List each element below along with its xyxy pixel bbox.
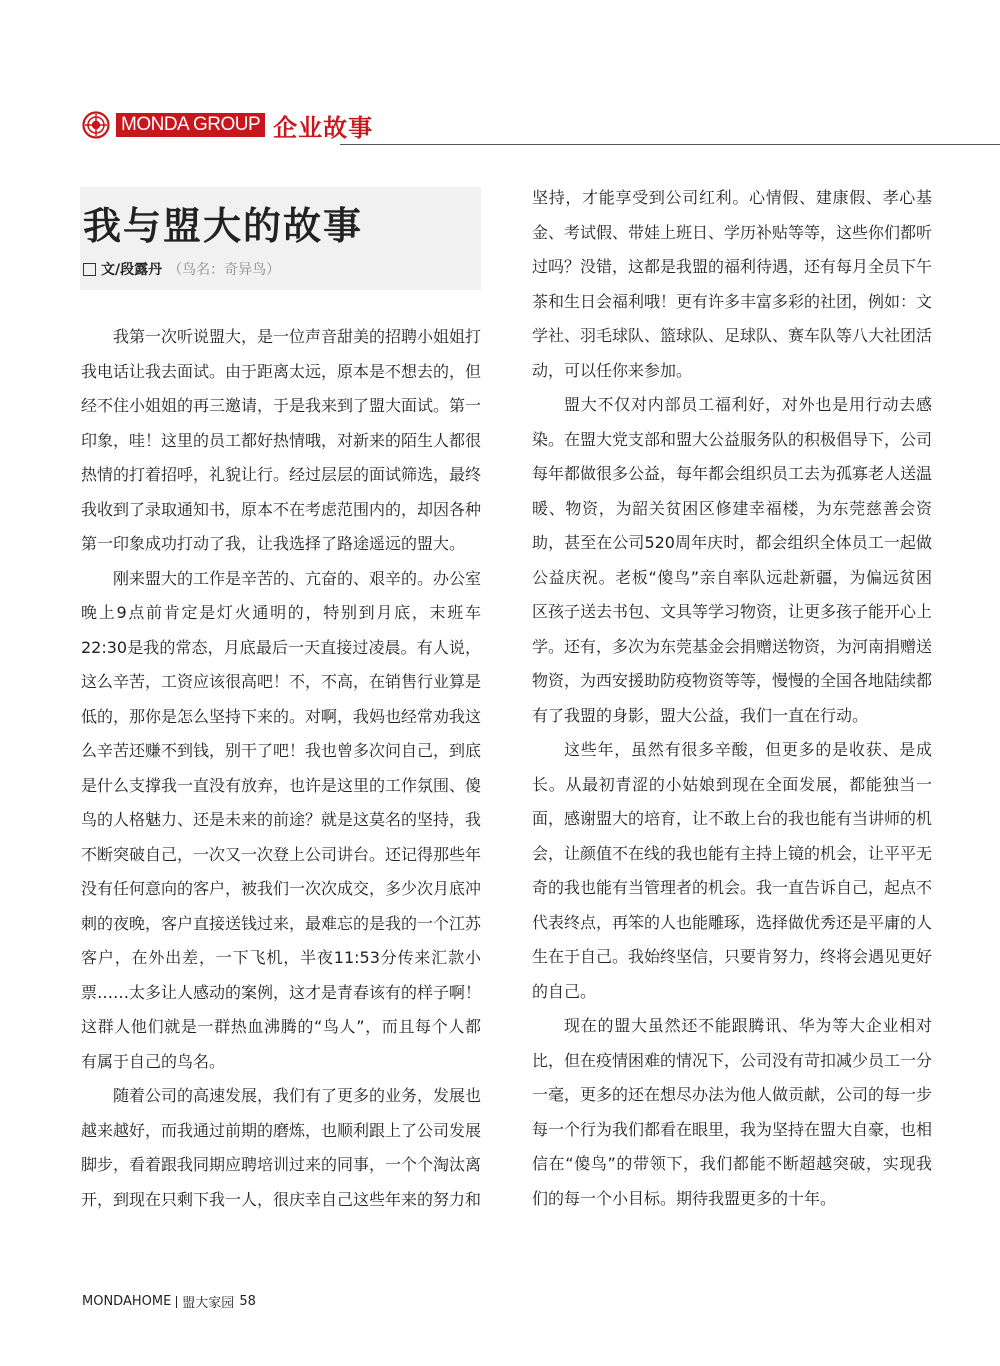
right-column — [532, 181, 932, 1216]
page-number: 58 — [239, 1294, 256, 1309]
byline — [83, 259, 280, 279]
paragraph: 刚来盟大的工作是辛苦的、亢奋的、艰辛的。办公室晚上9点前肯定是灯火通明的，特别到月底，末班车22:30是我的常态，月底最后一天直接过凌晨。有人说，这么辛苦，工资应该很高吧！不，不高，在销售行业算是低的，那你是怎么坚持下来的。对啊，我妈也经常劝我这么辛苦还赚不到钱，别干了吧！我也曾多次问自己，到底是什么支撑我一直没有放弃，也许是这里的工作氛围、傻鸟的人格魅力、还是未来的前途？就是这莫名的坚持，我不断突破自己，一次又一次登上公司讲台。还记得那些年没有任何意向的客户，被我们一次次成交，多少次月底冲刺的夜晚，客户直接送钱过来，最难忘的是我的一个江苏客户，在外出差，一下飞机，半夜11:53分传来汇款小票……太多让人感动的案例，这才是青春该有的样子啊！这群人他们就是一群热血沸腾的“鸟人”，而且每个人都有属于自己的鸟名。 — [81, 568, 482, 1071]
paragraph: 现在的盟大虽然还不能跟腾讯、华为等大企业相对比，但在疫情困难的情况下，公司没有苛扣减少员工一分一毫，更多的还在想尽办法为他人做贡献，公司的每一步每一个行为我们都看在眼里，我为坚持在盟大自豪，也相信在“傻鸟”的带领下，我们都能不断超越突破，实现我们的每一个小目标。期待我盟更多的十年。 — [532, 1016, 933, 1208]
article-title: 我与盟大的故事 — [83, 204, 364, 248]
paragraph: 盟大不仅对内部员工福利好，对外也是用行动去感染。在盟大党支部和盟大公益服务队的积极倡导下，公司每年都做很多公益，每年都会组织员工去为孤寡老人送温暖、物资，为韶关贫困区修建幸福楼，为东莞慈善会资助，甚至在公司520周年庆时，都会组织全体员工一起做公益庆祝。老板“傻鸟”亲自率队远赴新疆，为偏远贫困区孩子送去书包、文具等学习物资，让更多孩子能开心上学。还有，多次为东莞基金会捐赠送物资，为河南捐赠送物资，为西安援助防疫物资等等，慢慢的全国各地陆续都有了我盟的身影，盟大公益，我们一直在行动。 — [532, 395, 933, 725]
author-nickname: （鸟名：奇异鸟） — [168, 262, 281, 278]
paragraph: 这些年，虽然有很多辛酸，但更多的是收获、是成长。从最初青涩的小姑娘到现在全面发展，都能独当一面，感谢盟大的培育，让不敢上台的我也能有当讲师的机会，让颜值不在线的我也能有主持上镜的机会，让平平无奇的我也能有当管理者的机会。我一直告诉自己，起点不代表终点，再笨的人也能雕琢，选择做优秀还是平庸的人生在于自己。我始终坚信，只要肯努力，终将会遇见更好的自己。 — [532, 740, 933, 1001]
paragraph: 我第一次听说盟大，是一位声音甜美的招聘小姐姐打我电话让我去面试。由于距离太远，原本是不想去的，但经不住小姐姐的再三邀请，于是我来到了盟大面试。第一印象，哇！这里的员工都好热情哦，对新来的陌生人都很热情的打着招呼，礼貌让行。经过层层的面试筛选，最终我收到了录取通知书，原本不在考虑范围内的，却因各种第一印象成功打动了我，让我选择了路途遥远的盟大。 — [81, 327, 482, 553]
monda-logo-icon — [82, 111, 110, 139]
header-divider — [340, 144, 1000, 145]
square-bullet-icon — [83, 263, 96, 276]
paragraph: 随着公司的高速发展，我们有了更多的业务，发展也越来越好，而我通过前期的磨炼，也顺利跟上了公司发展脚步，看着跟我同期应聘培训过来的同事，一个个淘汰离开，到现在只剩下我一人，很庆幸自己这些年来的努力和 — [81, 1086, 482, 1209]
magazine-name: MONDAHOME — [82, 1294, 172, 1309]
footer-separator — [176, 1296, 177, 1308]
article-title-block — [80, 187, 481, 290]
brand-label: MONDA GROUP — [116, 113, 265, 137]
paragraph-continued: 坚持，才能享受到公司红利。心情假、建康假、孝心基金、考试假、带娃上班日、学历补贴等等，这些你们都听过吗？没错，这都是我盟的福利待遇，还有每月全员下午茶和生日会福利哦！更有许多丰富多彩的社团，例如：文学社、羽毛球队、篮球队、足球队、赛车队等八大社团活动，可以任你来参加。 — [532, 188, 933, 380]
section-title: 企业故事 — [273, 113, 374, 142]
page-footer — [82, 1292, 256, 1311]
page-header — [82, 108, 373, 142]
column-name: 盟大家园 — [182, 1296, 235, 1311]
author-name: 文/段露丹 — [101, 262, 163, 278]
left-column — [81, 320, 481, 1217]
